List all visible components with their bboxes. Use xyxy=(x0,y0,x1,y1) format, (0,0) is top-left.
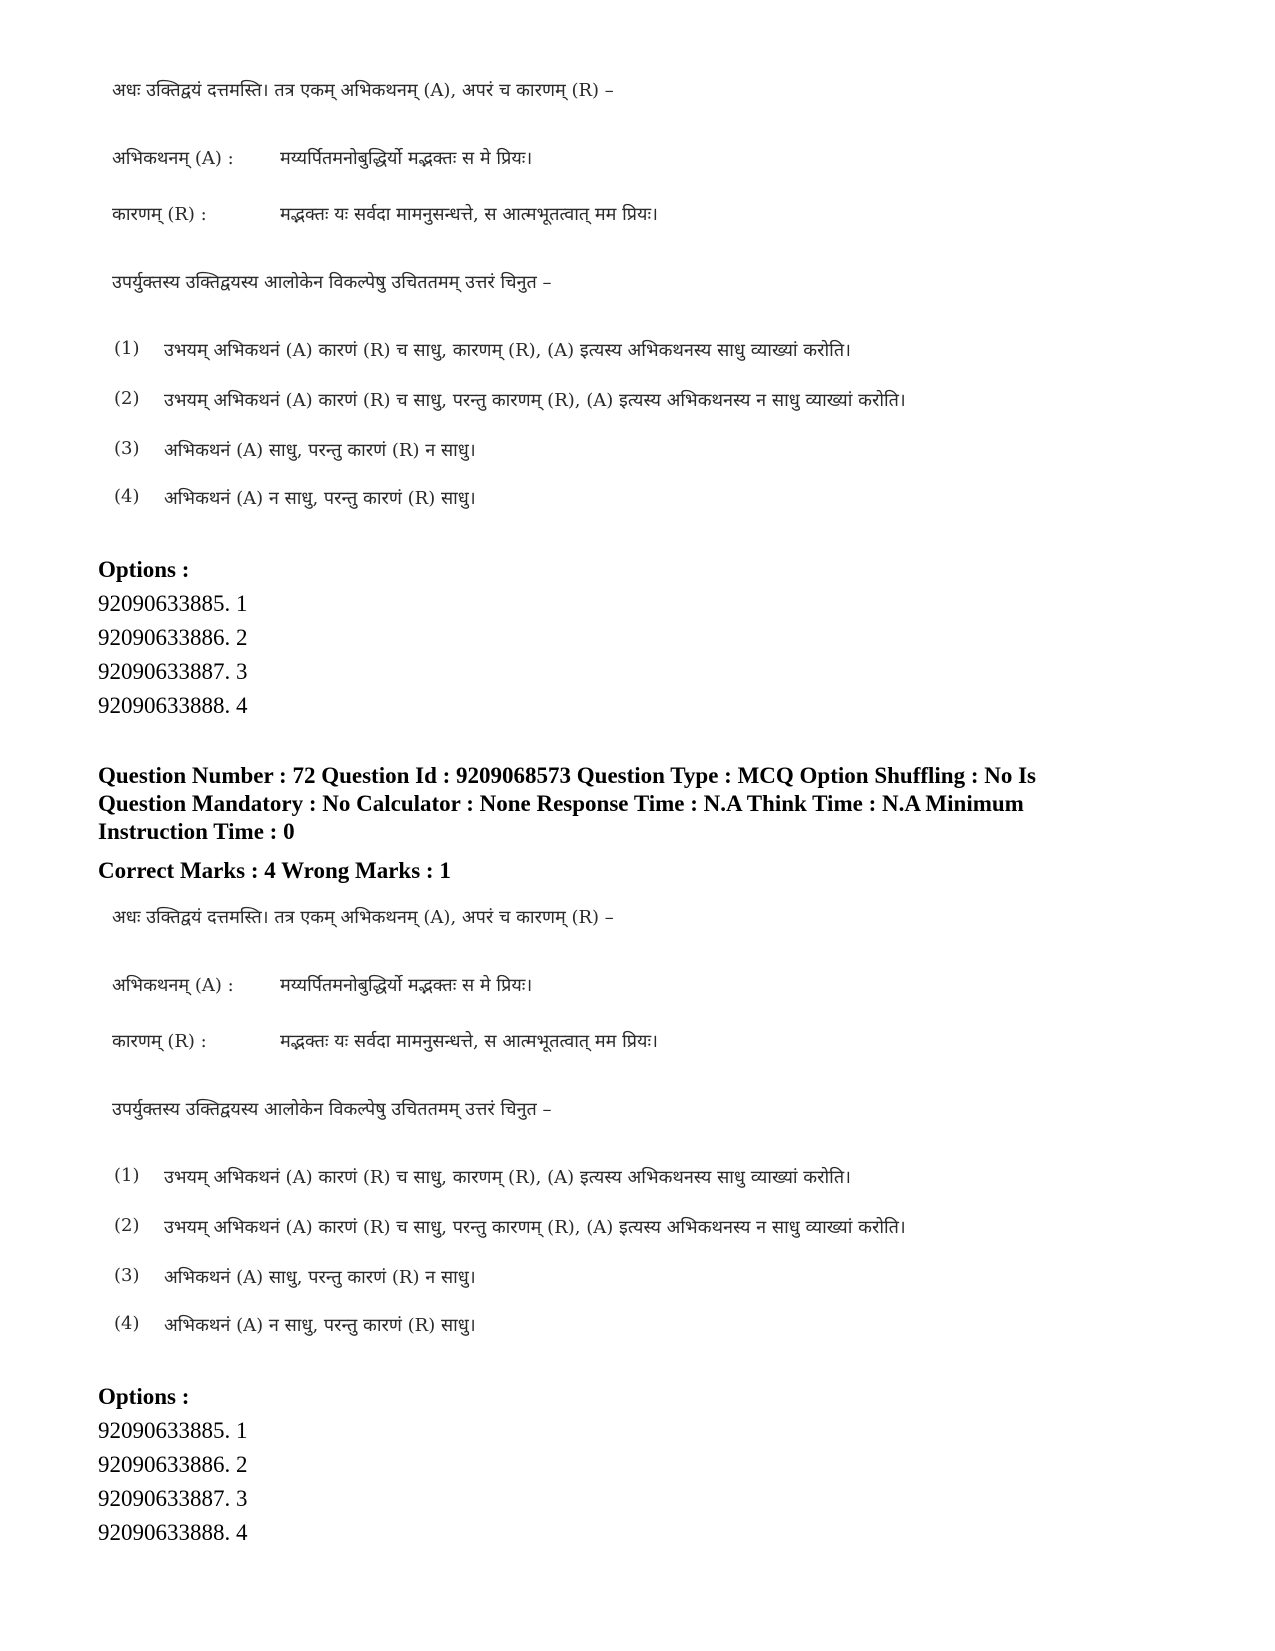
choice-text: उभयम् अभिकथनं (A) कारणं (R) च साधु, परन्तु कारणम् (R), (A) इत्यस्य अभिकथनस्य न साधु व्याख्यां करोति। xyxy=(164,1217,906,1238)
reason-label: कारणम् (R) : xyxy=(112,204,207,225)
reason-label: कारणम् (R) : xyxy=(112,1031,207,1052)
assertion-text: मय्यर्पितमनोबुद्धिर्यो मद्भक्तः स मे प्रियः। xyxy=(280,148,533,169)
option-item: 92090633885. 1 xyxy=(98,1418,248,1443)
option-item: 92090633886. 2 xyxy=(98,625,248,650)
question-intro: अधः उक्तिद्वयं दत्तमस्ति। तत्र एकम् अभिकथनम् (A), अपरं च कारणम् (R) – xyxy=(112,907,614,928)
choice-number: (1) xyxy=(114,1165,140,1186)
options-heading: Options : xyxy=(98,557,190,582)
choice-number: (2) xyxy=(114,388,140,409)
reason-text: मद्भक्तः यः सर्वदा मामनुसन्धत्ते, स आत्मभूतत्वात् मम प्रियः। xyxy=(280,204,658,225)
option-item: 92090633886. 2 xyxy=(98,1452,248,1477)
question-meta xyxy=(98,762,1178,846)
choice-text: अभिकथनं (A) न साधु, परन्तु कारणं (R) साधु। xyxy=(164,488,476,509)
question-intro: अधः उक्तिद्वयं दत्तमस्ति। तत्र एकम् अभिकथनम् (A), अपरं च कारणम् (R) – xyxy=(112,80,614,101)
choice-text: उभयम् अभिकथनं (A) कारणं (R) च साधु, कारणम् (R), (A) इत्यस्य अभिकथनस्य साधु व्याख्यां करोति। xyxy=(164,340,851,361)
option-item: 92090633888. 4 xyxy=(98,1520,248,1545)
choice-number: (3) xyxy=(114,438,140,459)
marks-line: Correct Marks : 4 Wrong Marks : 1 xyxy=(98,858,451,883)
options-list xyxy=(98,1414,248,1550)
options-heading: Options : xyxy=(98,1384,190,1409)
question-image-block-1 xyxy=(100,78,1000,518)
assertion-label: अभिकथनम् (A) : xyxy=(112,148,234,169)
option-item: 92090633885. 1 xyxy=(98,591,248,616)
choice-number: (2) xyxy=(114,1215,140,1236)
choice-number: (4) xyxy=(114,1313,140,1334)
question-instruction: उपर्युक्तस्य उक्तिद्वयस्य आलोकेन विकल्पेषु उचिततमम् उत्तरं चिनुत – xyxy=(112,1099,552,1120)
question-meta-line: Question Number : 72 Question Id : 9209068573 Question Type : MCQ Option Shuffling : No Is xyxy=(98,763,1037,788)
choice-text: उभयम् अभिकथनं (A) कारणं (R) च साधु, परन्तु कारणम् (R), (A) इत्यस्य अभिकथनस्य न साधु व्याख्यां करोति। xyxy=(164,390,906,411)
choice-number: (4) xyxy=(114,486,140,507)
assertion-text: मय्यर्पितमनोबुद्धिर्यो मद्भक्तः स मे प्रियः। xyxy=(280,975,533,996)
choice-text: उभयम् अभिकथनं (A) कारणं (R) च साधु, कारणम् (R), (A) इत्यस्य अभिकथनस्य साधु व्याख्यां करोति। xyxy=(164,1167,851,1188)
choice-text: अभिकथनं (A) साधु, परन्तु कारणं (R) न साधु। xyxy=(164,440,476,461)
choice-text: अभिकथनं (A) साधु, परन्तु कारणं (R) न साधु। xyxy=(164,1267,476,1288)
assertion-label: अभिकथनम् (A) : xyxy=(112,975,234,996)
option-item: 92090633888. 4 xyxy=(98,693,248,718)
option-item: 92090633887. 3 xyxy=(98,659,248,684)
options-list xyxy=(98,587,248,723)
choice-number: (1) xyxy=(114,338,140,359)
question-image-block-2 xyxy=(100,905,1000,1345)
choice-number: (3) xyxy=(114,1265,140,1286)
option-item: 92090633887. 3 xyxy=(98,1486,248,1511)
question-meta-line: Question Mandatory : No Calculator : None Response Time : N.A Think Time : N.A Minimum xyxy=(98,791,1024,816)
reason-text: मद्भक्तः यः सर्वदा मामनुसन्धत्ते, स आत्मभूतत्वात् मम प्रियः। xyxy=(280,1031,658,1052)
question-meta-line: Instruction Time : 0 xyxy=(98,819,295,844)
question-instruction: उपर्युक्तस्य उक्तिद्वयस्य आलोकेन विकल्पेषु उचिततमम् उत्तरं चिनुत – xyxy=(112,272,552,293)
choice-text: अभिकथनं (A) न साधु, परन्तु कारणं (R) साधु। xyxy=(164,1315,476,1336)
